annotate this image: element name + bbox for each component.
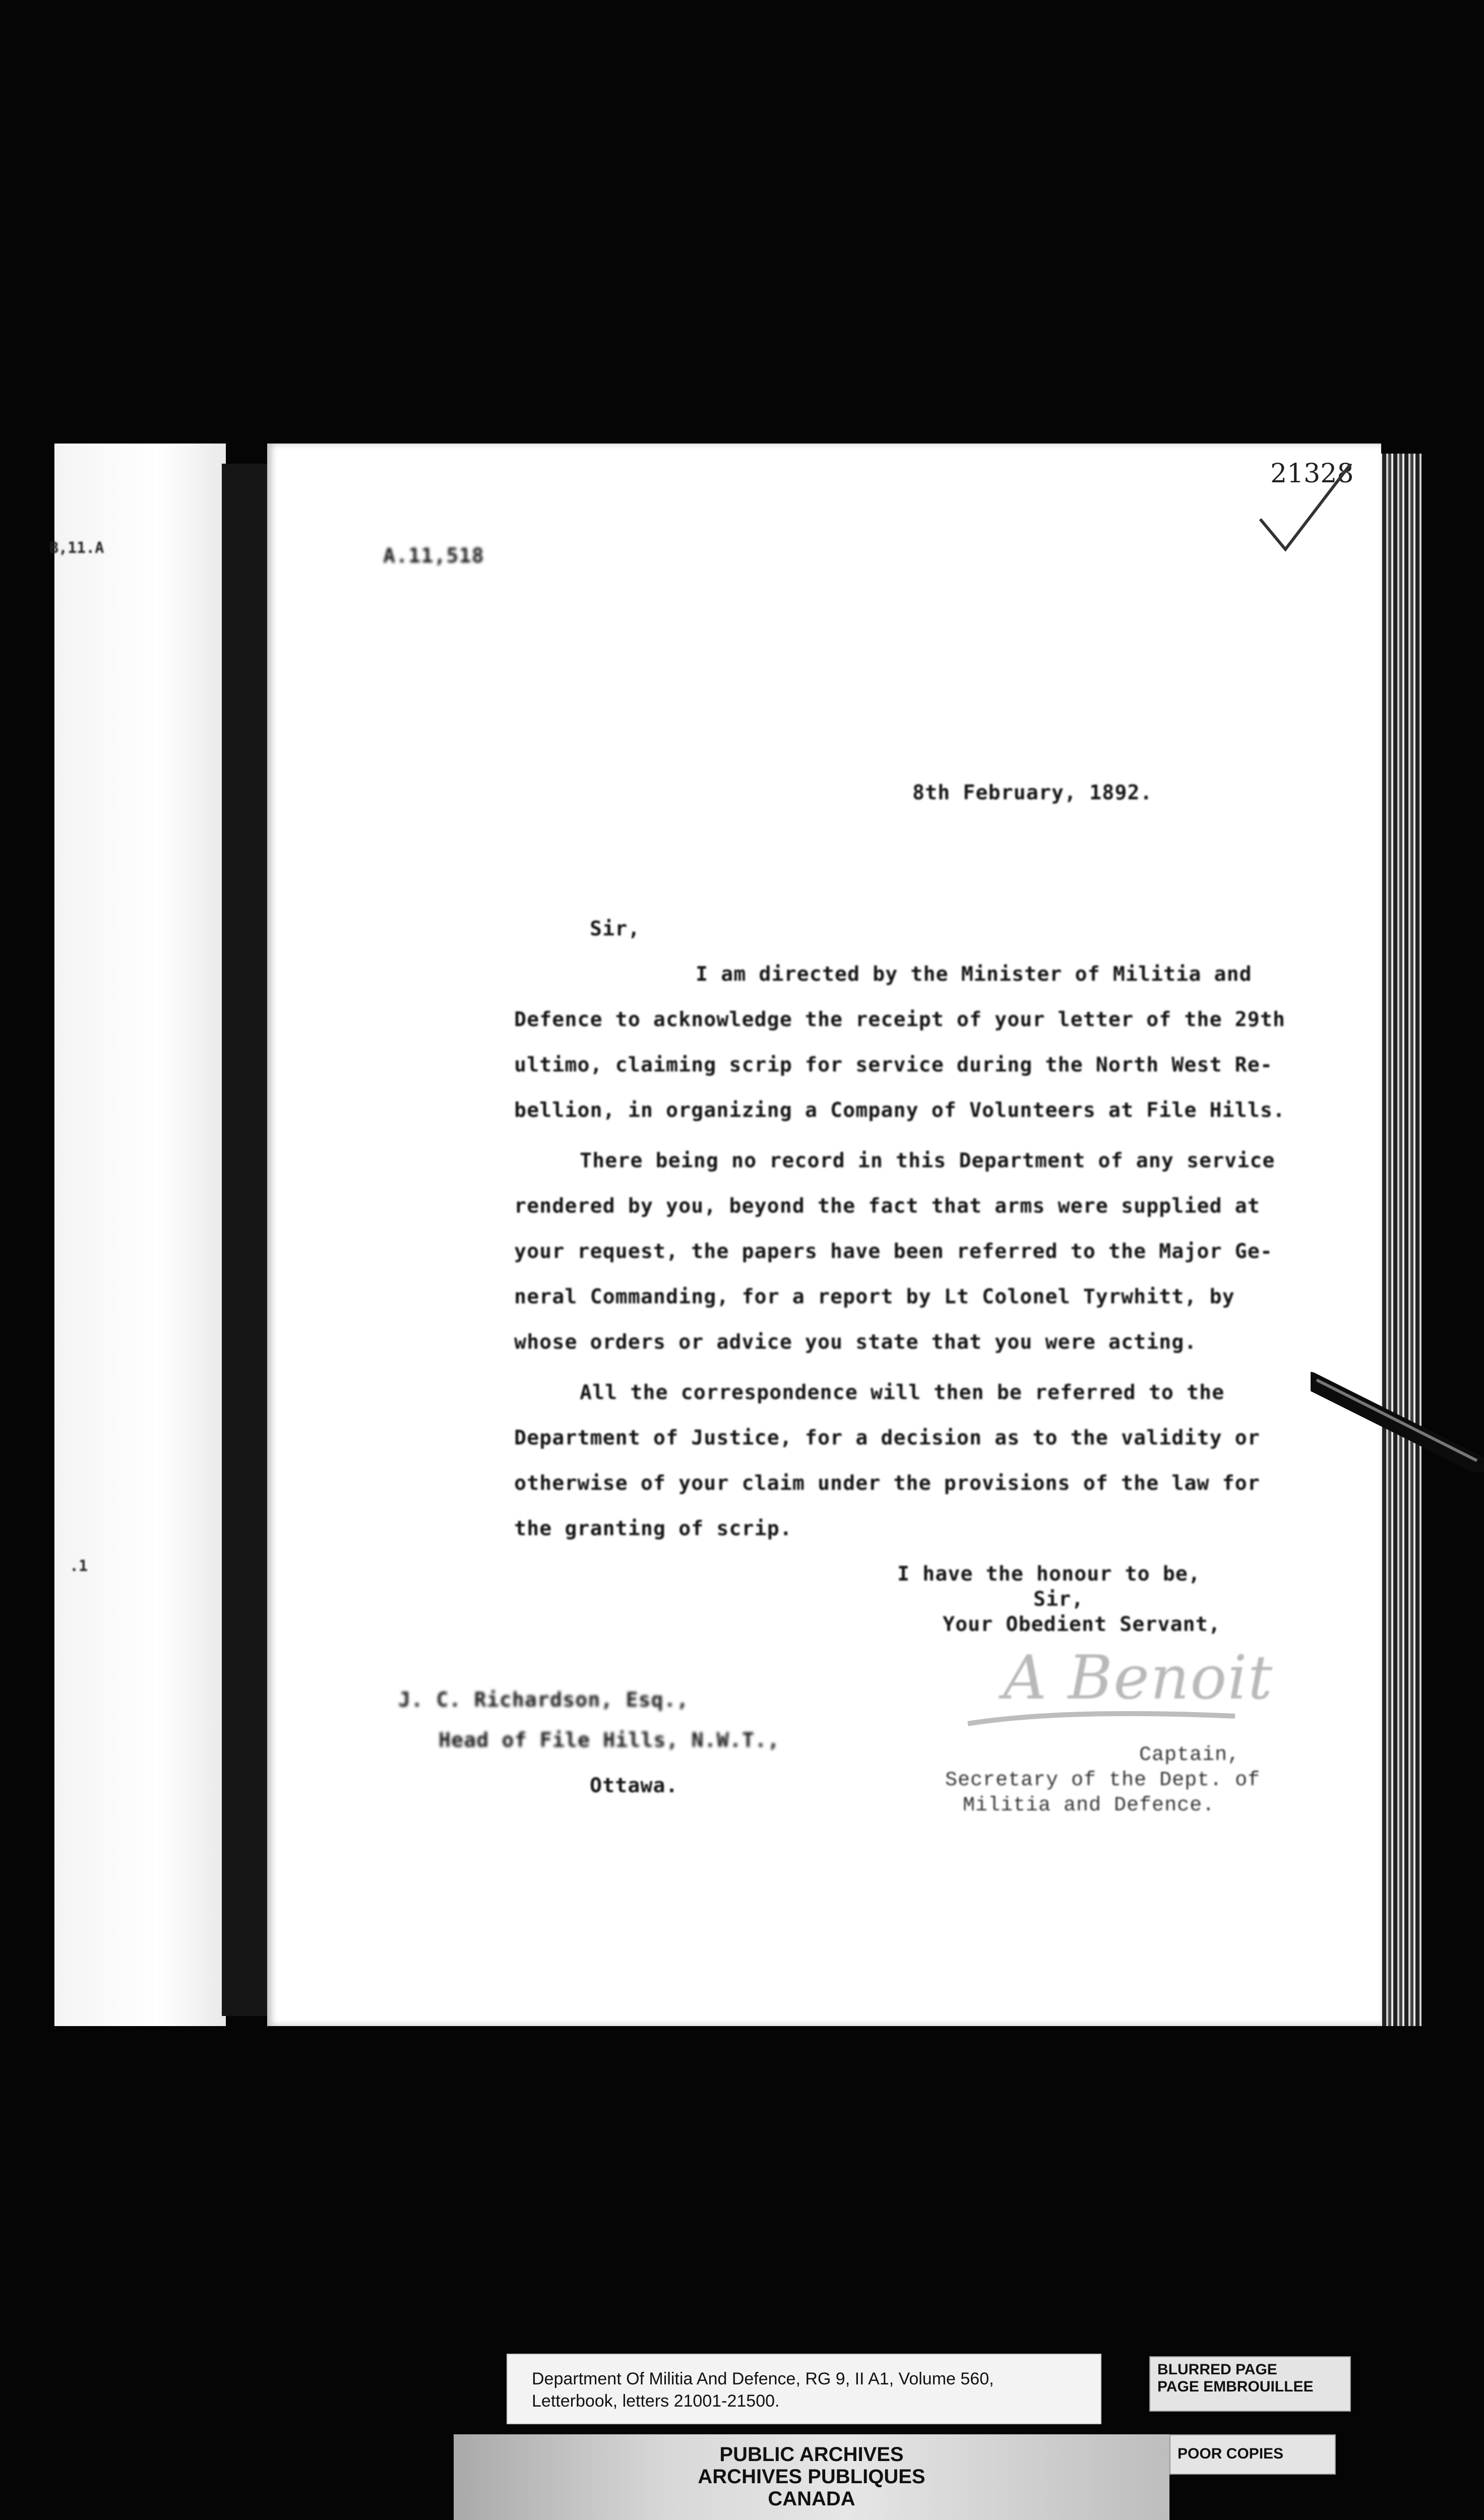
addressee-line: Head of File Hills, N.W.T., — [439, 1729, 780, 1752]
pen-icon — [1311, 1371, 1484, 1472]
body-line: bellion, in organizing a Company of Volunteers at File Hills. — [514, 1099, 1286, 1122]
blurred-page-label — [1149, 2356, 1351, 2412]
body-line: neral Commanding, for a report by Lt Colonel Tyrwhitt, by — [514, 1285, 1235, 1308]
addressee-line: Ottawa. — [590, 1774, 678, 1797]
closing-line: I have the honour to be, — [897, 1562, 1201, 1586]
folio-number: 21328 — [1270, 459, 1354, 489]
left-page — [49, 444, 226, 2026]
body-line: your request, the papers have been referred to the Major Ge- — [514, 1240, 1273, 1263]
reference-number: A.11,518 — [383, 544, 484, 568]
archives-label — [454, 2434, 1169, 2520]
body-line: whose orders or advice you state that you were acting. — [514, 1331, 1197, 1354]
handwritten-signature: A Benoit — [1003, 1643, 1274, 1713]
signer-title-line: Captain, — [1139, 1744, 1241, 1767]
body-line: otherwise of your claim under the provisions of the law for — [514, 1472, 1260, 1495]
left-page-mark: .1 — [70, 1557, 88, 1575]
body-line: ultimo, claiming scrip for service during the North West Re- — [514, 1053, 1273, 1077]
body-line: There being no record in this Department of any service — [580, 1149, 1275, 1172]
salutation: Sir, — [590, 917, 641, 940]
body-line: All the correspondence will then be referred to the — [580, 1381, 1225, 1404]
citation-line: Letterbook, letters 21001-21500. — [532, 2391, 780, 2411]
body-line: rendered by you, beyond the fact that arms were supplied at — [514, 1194, 1260, 1218]
body-line: Department of Justice, for a decision as to the validity or — [514, 1426, 1260, 1450]
blurred-line: PAGE EMBROUILLEE — [1157, 2378, 1314, 2395]
poor-copies-label: POOR COPIES — [1169, 2434, 1336, 2475]
letter-date: 8th February, 1892. — [912, 781, 1153, 804]
signature-flourish — [963, 1704, 1245, 1734]
checkmark-icon — [1255, 464, 1356, 554]
body-line: Defence to acknowledge the receipt of your letter of the 29th — [514, 1008, 1286, 1031]
citation-label — [507, 2354, 1101, 2424]
archives-line: ARCHIVES PUBLIQUES — [698, 2466, 925, 2488]
body-line: I am directed by the Minister of Militia and — [696, 963, 1252, 986]
citation-line: Department Of Militia And Defence, RG 9, II A1, Volume 560, — [532, 2369, 994, 2388]
body-line: the granting of scrip. — [514, 1517, 792, 1540]
closing-line: Your Obedient Servant, — [943, 1613, 1221, 1636]
closing-line: Sir, — [1033, 1588, 1084, 1611]
signer-title-line: Secretary of the Dept. of — [945, 1769, 1261, 1792]
archives-line: PUBLIC ARCHIVES — [719, 2443, 904, 2466]
archives-line: CANADA — [768, 2488, 855, 2510]
book-gutter — [222, 464, 267, 2016]
letter-page — [267, 444, 1381, 2026]
left-page-mark: B,11.A — [49, 539, 104, 557]
blurred-line: BLURRED PAGE — [1157, 2361, 1277, 2378]
addressee-line: J. C. Richardson, Esq., — [398, 1688, 689, 1712]
signer-title-line: Militia and Defence. — [963, 1794, 1215, 1817]
